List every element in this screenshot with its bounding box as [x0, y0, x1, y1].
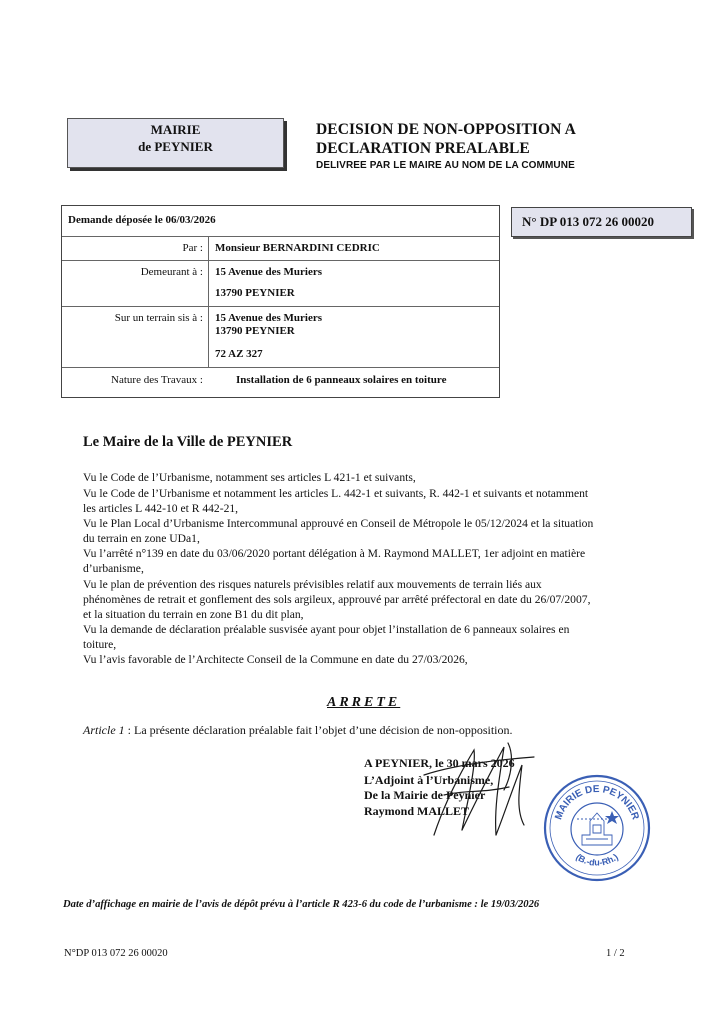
dossier-number-box [511, 207, 692, 237]
signature-name: Raymond MALLET [364, 804, 470, 818]
affichage-note: Date d’affichage en mairie de l’avis de dépôt prévu à l’article R 423-6 du code de l’urbanisme : le 19/03/2026 [63, 899, 540, 910]
footer-reference: N°DP 013 072 26 00020 [64, 948, 168, 959]
document-title-line1: DECISION DE NON-OPPOSITION A [316, 121, 576, 138]
handwritten-signature [404, 735, 564, 845]
table-divider [62, 306, 499, 307]
terrain-label: Sur un terrain sis à : [114, 312, 203, 324]
seal-top-text: MAIRIE DE PEYNIER [553, 783, 641, 822]
nature-travaux: Installation de 6 panneaux solaires en toiture [236, 374, 447, 386]
mairie-header-box [67, 118, 284, 168]
article-text: : La présente déclaration préalable fait l’objet d’une décision de non-opposition. [124, 723, 513, 737]
table-column-divider [208, 236, 209, 367]
demande-table [61, 205, 500, 398]
demande-date: Demande déposée le 06/03/2026 [68, 214, 216, 226]
demeurant-label: Demeurant à : [140, 266, 203, 278]
vu-line: Vu l’avis favorable de l’Architecte Conseil de la Commune en date du 27/03/2026, [83, 653, 468, 666]
signature-place-date: A PEYNIER, le 30 mars 2026 [364, 756, 515, 770]
dossier-number: N° DP 013 072 26 00020 [522, 214, 654, 229]
par-label: Par : [182, 242, 203, 254]
document-title-line2: DECLARATION PREALABLE [316, 140, 530, 157]
vu-line: toiture, [83, 638, 117, 651]
vu-line: phénomènes de retrait et gonflement des sols argileux, approuvé par arrêté préfectoral en date du 26/07/2007, [83, 593, 591, 606]
commune-label: de PEYNIER [138, 139, 213, 154]
vu-line: Vu le Code de l’Urbanisme et notamment les articles L. 442-1 et suivants, R. 442-1 et suivants et notamment [83, 487, 589, 500]
applicant-name: Monsieur BERNARDINI CEDRIC [215, 242, 380, 254]
table-divider [62, 236, 499, 237]
demeurant-city: 13790 PEYNIER [215, 287, 295, 299]
nature-label: Nature des Travaux : [111, 374, 203, 386]
mairie-label: MAIRIE [150, 122, 201, 137]
page-number: 1 / 2 [606, 948, 625, 959]
vu-line: Vu l’arrêté n°139 en date du 03/06/2020 portant délégation à M. Raymond MALLET, 1er adjoint en matière [83, 547, 586, 560]
terrain-address: 15 Avenue des Muriers [215, 312, 323, 324]
vu-line: Vu le Plan Local d’Urbanisme Intercommunal approuvé en Conseil de Métropole le 05/12/2024 et la situation [83, 517, 594, 530]
table-divider [62, 367, 499, 368]
article-label: Article 1 [83, 723, 125, 737]
maire-heading: Le Maire de la Ville de PEYNIER [83, 434, 293, 450]
signature-title: L’Adjoint à l’Urbanisme, [364, 773, 494, 787]
terrain-city: 13790 PEYNIER [215, 325, 295, 337]
vu-line: Vu le Code de l’Urbanisme, notamment ses articles L 421-1 et suivants, [83, 471, 416, 484]
vu-line: d’urbanisme, [83, 562, 144, 575]
terrain-parcel: 72 AZ 327 [215, 348, 263, 360]
arrete-heading: ARRETE [327, 695, 401, 710]
document-subtitle: DELIVREE PAR LE MAIRE AU NOM DE LA COMMUNE [316, 160, 575, 171]
vu-line: Vu la demande de déclaration préalable susvisée ayant pour objet l’installation de 6 panneaux solaires en [83, 623, 570, 636]
vu-line: Vu le plan de prévention des risques naturels prévisibles relatif aux mouvements de terrain liés aux [83, 578, 542, 591]
vu-line: et la situation du terrain en zone B1 du dit plan, [83, 608, 304, 621]
signature-mairie: De la Mairie de Peynier [364, 788, 486, 802]
demeurant-address: 15 Avenue des Muriers [215, 266, 323, 278]
table-divider [62, 260, 499, 261]
vu-line: du terrain en zone UDa1, [83, 532, 200, 545]
vu-line: les articles L 442-10 et R 442-21, [83, 502, 239, 515]
mairie-seal [542, 773, 652, 883]
seal-bottom-text: (B.-du-Rh.) [574, 851, 620, 868]
